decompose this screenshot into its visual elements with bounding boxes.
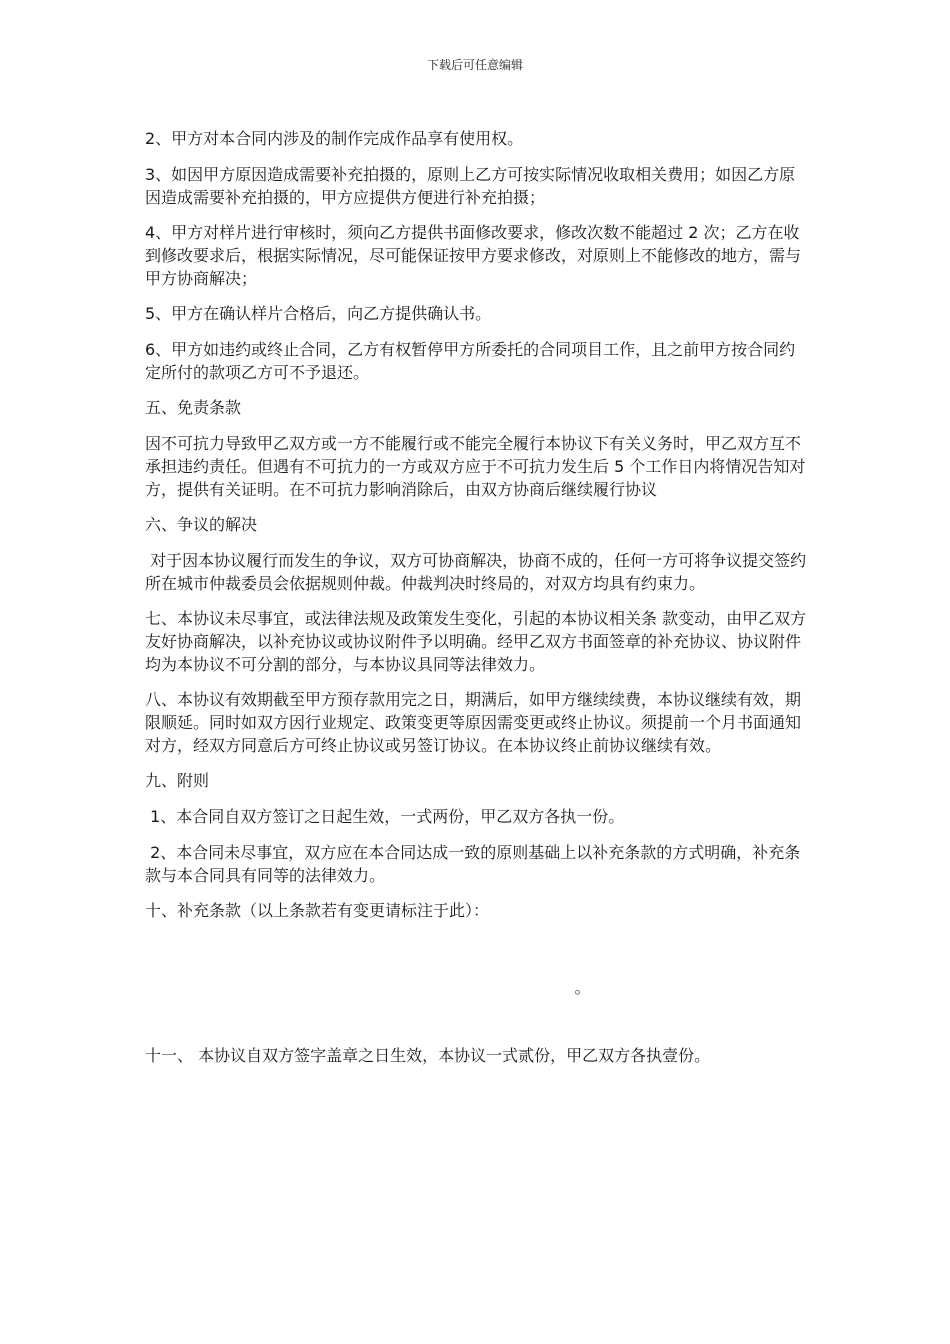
- clause-2-usage-rights: 2、甲方对本合同内涉及的制作完成作品享有使用权。: [145, 129, 524, 148]
- section-heading-disclaimer: 五、免责条款: [145, 398, 242, 417]
- supplement-period-mark: 。: [574, 978, 591, 997]
- dispute-text: 对于因本协议履行而发生的争议，双方可协商解决，协商不成的，任何一方可将争议提交签约所在城市仲裁委员会依据规则仲裁。仲裁判决时终局的，对双方均具有约束力。: [145, 551, 807, 593]
- appendix-item-2: 2、本合同未尽事宜，双方应在本合同达成一致的原则基础上以补充条款的方式明确，补充条款与本合同具有同等的法律效力。: [145, 843, 801, 885]
- section-11-text: 十一、 本协议自双方签字盖章之日生效，本协议一式贰份，甲乙双方各执壹份。: [145, 1046, 711, 1065]
- section-8-text: 八、本协议有效期截至甲方预存款用完之日，期满后，如甲方继续续费，本协议继续有效，期限顺延。同时如双方因行业规定、政策变更等原因需变更或终止协议。须提前一个月书面通知对方，经双方同意后方可终止协议或另签订协议。在本协议终止前协议继续有效。: [145, 690, 802, 755]
- section-heading-supplement: 十、补充条款（以上条款若有变更请标注于此）：: [145, 901, 490, 920]
- clause-4-review: 4、甲方对样片进行审核时，须向乙方提供书面修改要求，修改次数不能超过 2 次；乙方在收到修改要求后，根据实际情况，尽可能保证按甲方要求修改，对原则上不能修改的地方，需与甲方协商解决；: [145, 223, 802, 288]
- appendix-item-1: 1、本合同自双方签订之日起生效，一式两份，甲乙双方各执一份。: [145, 807, 625, 826]
- document-body: [145, 127, 810, 1080]
- disclaimer-text: 因不可抗力导致甲乙双方或一方不能履行或不能完全履行本协议下有关义务时，甲乙双方互不承担违约责任。但遇有不可抗力的一方或双方应于不可抗力发生后 5 个工作日内将情况告知对方，提供有关证明。在不可抗力影响消除后，由双方协商后继续履行协议: [145, 434, 806, 499]
- section-heading-appendix: 九、附则: [145, 771, 210, 790]
- section-heading-dispute: 六、争议的解决: [145, 515, 258, 534]
- supplement-blank-area: [145, 935, 810, 976]
- clause-6-termination: 6、甲方如违约或终止合同，乙方有权暂停甲方所委托的合同项目工作，且之前甲方按合同约定所付的款项乙方可不予退还。: [145, 340, 796, 382]
- clause-3-reshoot: 3、如因甲方原因造成需要补充拍摄的，原则上乙方可按实际情况收取相关费用；如因乙方原因造成需要补充拍摄的，甲方应提供方便进行补充拍摄；: [145, 165, 796, 207]
- page-header-note: 下载后可任意编辑: [426, 58, 523, 72]
- section-7-text: 七、本协议未尽事宜，或法律法规及政策发生变化，引起的本协议相关条 款变动，由甲乙双方友好协商解决，以补充协议或协议附件予以明确。经甲乙双方书面签章的补充协议、协议附件均为本协议不可分割的部分，与本协议具同等法律效力。: [145, 609, 807, 674]
- clause-5-confirmation: 5、甲方在确认样片合格后，向乙方提供确认书。: [145, 304, 492, 323]
- spacer: [145, 999, 810, 1044]
